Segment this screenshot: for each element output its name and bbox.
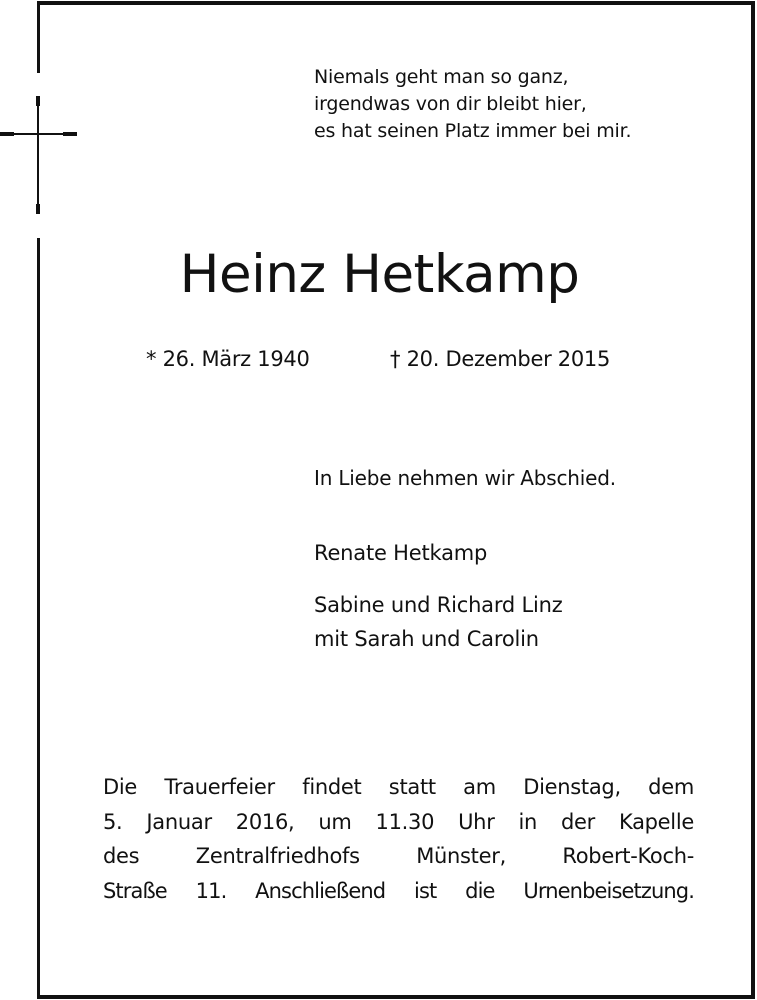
poem-line: es hat seinen Platz immer bei mir. bbox=[314, 120, 632, 142]
funeral-service-info bbox=[103, 770, 694, 908]
frame-border-bottom bbox=[37, 995, 755, 999]
service-line: des Zentralfriedhofs Münster, Robert-Koch- bbox=[103, 844, 694, 868]
poem-line: irgendwas von dir bleibt hier, bbox=[314, 93, 587, 115]
service-line: 5. Januar 2016, um 11.30 Uhr in der Kapelle bbox=[103, 809, 694, 834]
mourner-line: mit Sarah und Carolin bbox=[314, 627, 539, 651]
cross-vertical-bar bbox=[37, 96, 39, 214]
death-date: † 20. Dezember 2015 bbox=[390, 347, 611, 371]
frame-border-left-upper bbox=[37, 1, 40, 73]
frame-border-top bbox=[37, 1, 755, 5]
birth-date: * 26. März 1940 bbox=[146, 347, 310, 371]
service-line: Die Trauerfeier findet statt am Dienstag, dem bbox=[103, 775, 694, 799]
deceased-name bbox=[0, 245, 757, 305]
deceased-name-text: Heinz Hetkamp bbox=[179, 244, 580, 305]
frame-border-right bbox=[751, 1, 755, 999]
frame-border-left-lower bbox=[37, 238, 40, 999]
farewell-message: In Liebe nehmen wir Abschied. bbox=[314, 466, 616, 490]
mourner-line: Renate Hetkamp bbox=[314, 541, 488, 565]
memorial-poem bbox=[314, 64, 631, 145]
service-line: Straße 11. Anschließend ist die Urnenbeisetzung. bbox=[103, 878, 694, 903]
poem-line: Niemals geht man so ganz, bbox=[314, 66, 569, 88]
mourner-line: Sabine und Richard Linz bbox=[314, 593, 563, 617]
cross-horizontal-bar bbox=[0, 133, 77, 135]
